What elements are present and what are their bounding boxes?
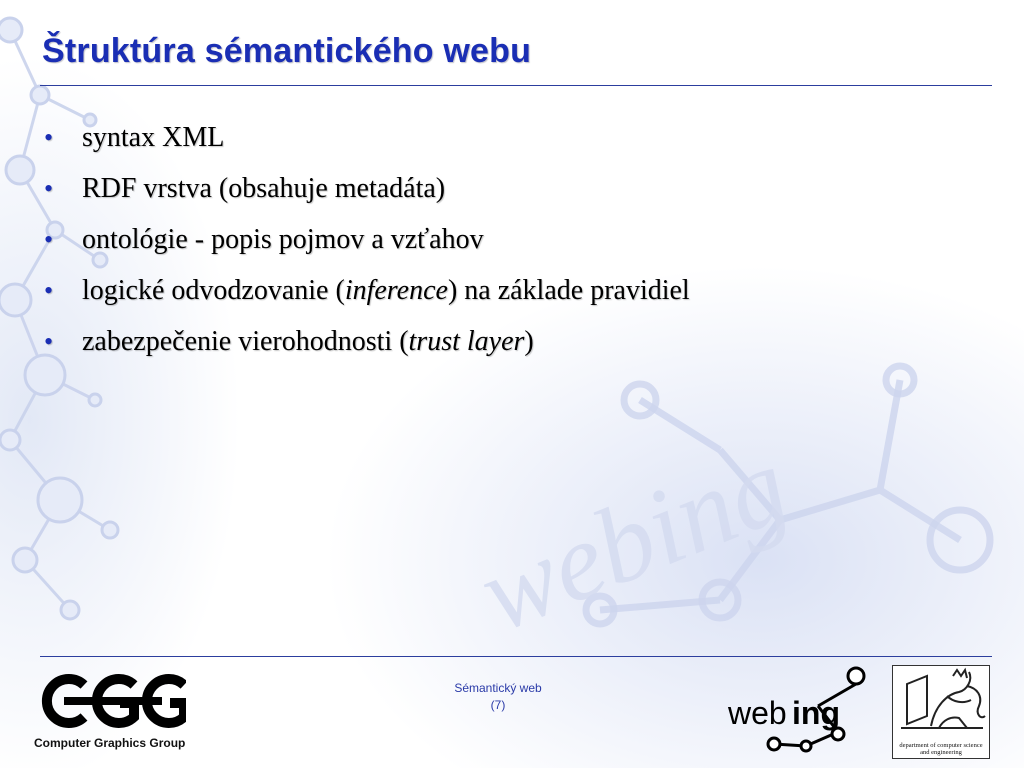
department-logo: [892, 665, 990, 759]
bullet-italic-term: inference: [344, 275, 448, 306]
footer-title: Sémantický web: [454, 681, 542, 695]
webing-logo-web: web: [728, 695, 787, 731]
webing-logo-ing: ing: [792, 695, 840, 731]
department-caption-line1: department of computer science: [899, 742, 983, 749]
footer-divider: [40, 656, 992, 657]
bullet-icon: •: [44, 327, 54, 356]
bullet-item: [44, 118, 690, 169]
bullet-item: [44, 322, 690, 373]
bullet-item: [44, 271, 690, 322]
bullet-italic-term: trust layer: [408, 326, 525, 357]
bullet-text: ontológie - popis pojmov a vzťahov: [82, 224, 484, 255]
lion-emblem-icon: [893, 666, 989, 740]
department-caption: [893, 742, 989, 756]
bullet-icon: •: [44, 225, 54, 254]
background-watermark-text: webing: [463, 422, 804, 656]
bullet-item: [44, 220, 690, 271]
bullet-text-end: ): [524, 326, 534, 357]
slide-title: Štruktúra sémantického webu: [42, 32, 532, 70]
cgg-logo-icon: [40, 673, 186, 729]
cgg-caption: Computer Graphics Group: [34, 736, 186, 750]
title-underline: [40, 85, 992, 86]
bullet-icon: •: [44, 174, 54, 203]
department-caption-line2: and engineering: [920, 749, 962, 756]
bullet-icon: •: [44, 276, 54, 305]
bullet-list: [44, 118, 690, 373]
footer-page-number: (7): [490, 698, 506, 712]
bullet-text: logické odvodzovanie (: [82, 275, 345, 306]
bullet-text: syntax XML: [82, 122, 225, 153]
bullet-text: RDF vrstva (obsahuje metadáta): [82, 173, 446, 204]
webing-logo-icon: [726, 662, 876, 758]
bullet-text: zabezpečenie vierohodnosti (: [82, 326, 409, 357]
bullet-text-end: ) na základe pravidiel: [447, 275, 690, 306]
bullet-item: [44, 169, 690, 220]
bullet-icon: •: [44, 123, 54, 152]
